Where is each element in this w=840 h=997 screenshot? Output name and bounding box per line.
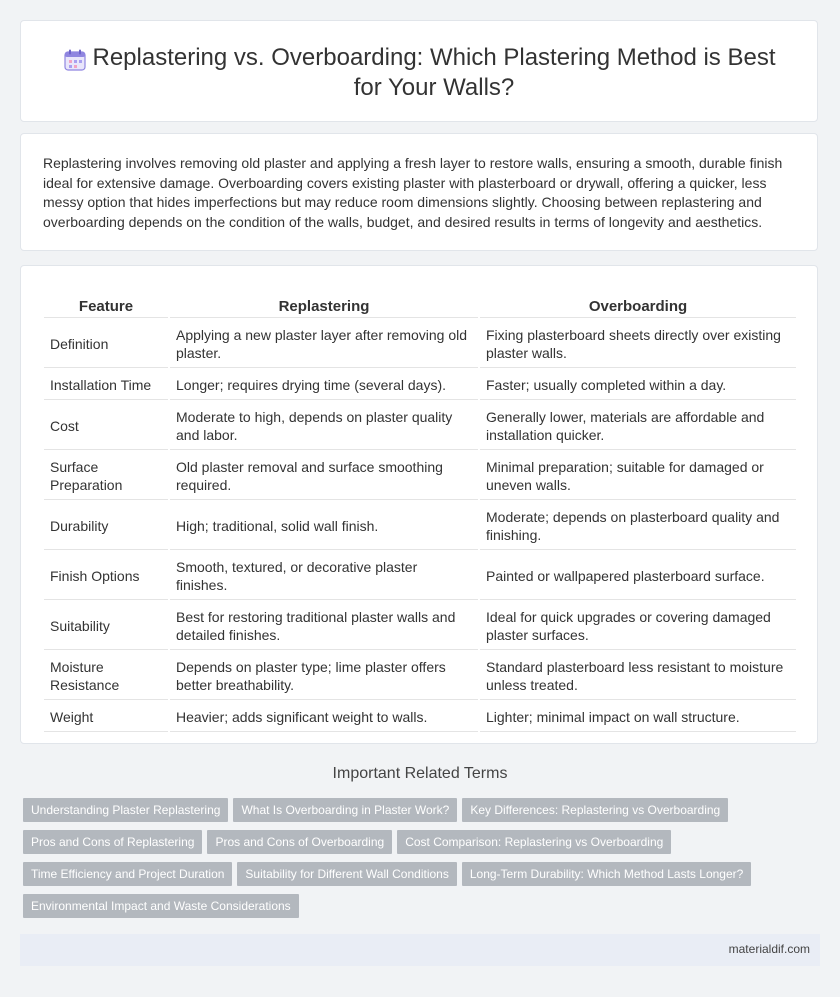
cell-feature: Surface Preparation [44,452,168,500]
related-term-tag[interactable]: Environmental Impact and Waste Considerations [23,894,299,918]
table-row [44,702,796,732]
cell-overboarding: Standard plasterboard less resistant to moisture unless treated. [480,652,796,700]
cell-overboarding: Painted or wallpapered plasterboard surface. [480,552,796,600]
comparison-table-card [20,265,818,744]
comparison-table [42,293,798,734]
table-row [44,602,796,650]
cell-overboarding: Generally lower, materials are affordable and installation quicker. [480,402,796,450]
table-row [44,402,796,450]
table-row [44,370,796,400]
column-header-overboarding: Overboarding [480,295,796,318]
cell-overboarding: Minimal preparation; suitable for damaged or uneven walls. [480,452,796,500]
cell-feature: Definition [44,320,168,368]
related-term-tag[interactable]: What Is Overboarding in Plaster Work? [233,798,457,822]
cell-overboarding: Lighter; minimal impact on wall structure. [480,702,796,732]
cell-replastering: Depends on plaster type; lime plaster offers better breathability. [170,652,478,700]
column-header-replastering: Replastering [170,295,478,318]
related-term-tag[interactable]: Pros and Cons of Replastering [23,830,202,854]
cell-feature: Moisture Resistance [44,652,168,700]
cell-overboarding: Moderate; depends on plasterboard quality and finishing. [480,502,796,550]
table-row [44,502,796,550]
related-terms-list [23,798,803,926]
table-row [44,652,796,700]
footer-site-link[interactable]: materialdif.com [728,942,810,956]
cell-overboarding: Ideal for quick upgrades or covering damaged plaster surfaces. [480,602,796,650]
cell-feature: Weight [44,702,168,732]
cell-replastering: Heavier; adds significant weight to walls. [170,702,478,732]
cell-feature: Installation Time [44,370,168,400]
cell-overboarding: Fixing plasterboard sheets directly over existing plaster walls. [480,320,796,368]
cell-replastering: Applying a new plaster layer after removing old plaster. [170,320,478,368]
cell-replastering: Longer; requires drying time (several days). [170,370,478,400]
related-terms-title: Important Related Terms [332,765,508,782]
related-term-tag[interactable]: Pros and Cons of Overboarding [207,830,392,854]
table-row [44,552,796,600]
cell-replastering: Best for restoring traditional plaster walls and detailed finishes. [170,602,478,650]
cell-replastering: High; traditional, solid wall finish. [170,502,478,550]
column-header-feature: Feature [44,295,168,318]
related-term-tag[interactable]: Cost Comparison: Replastering vs Overboarding [397,830,671,854]
table-row [44,452,796,500]
related-term-tag[interactable]: Long-Term Durability: Which Method Lasts Longer? [462,862,751,886]
related-term-tag[interactable]: Key Differences: Replastering vs Overboarding [462,798,728,822]
cell-overboarding: Faster; usually completed within a day. [480,370,796,400]
intro-paragraph: Replastering involves removing old plaster and applying a fresh layer to restore walls, ensuring a smooth, durable finish ideal for extensive damage. Overboarding covers existing plaster with plasterboard or drywall, offering a quicker, less messy option that hides imperfections but may reduce room dimensions slightly. Choosing between replastering and overboarding depends on the condition of the walls, budget, and desired results in terms of longevity and aesthetics. [43,155,783,230]
related-term-tag[interactable]: Time Efficiency and Project Duration [23,862,232,886]
cell-replastering: Old plaster removal and surface smoothing required. [170,452,478,500]
intro-card [20,133,818,251]
table-header-row [44,295,796,318]
cell-feature: Cost [44,402,168,450]
related-term-tag[interactable]: Understanding Plaster Replastering [23,798,228,822]
footer [20,934,820,966]
header-card [20,20,818,122]
cell-replastering: Smooth, textured, or decorative plaster finishes. [170,552,478,600]
cell-feature: Finish Options [44,552,168,600]
table-row [44,320,796,368]
related-term-tag[interactable]: Suitability for Different Wall Conditions [237,862,456,886]
cell-feature: Suitability [44,602,168,650]
page-title: Replastering vs. Overboarding: Which Plastering Method is Best for Your Walls? [92,44,776,101]
cell-feature: Durability [44,502,168,550]
cell-replastering: Moderate to high, depends on plaster quality and labor. [170,402,478,450]
